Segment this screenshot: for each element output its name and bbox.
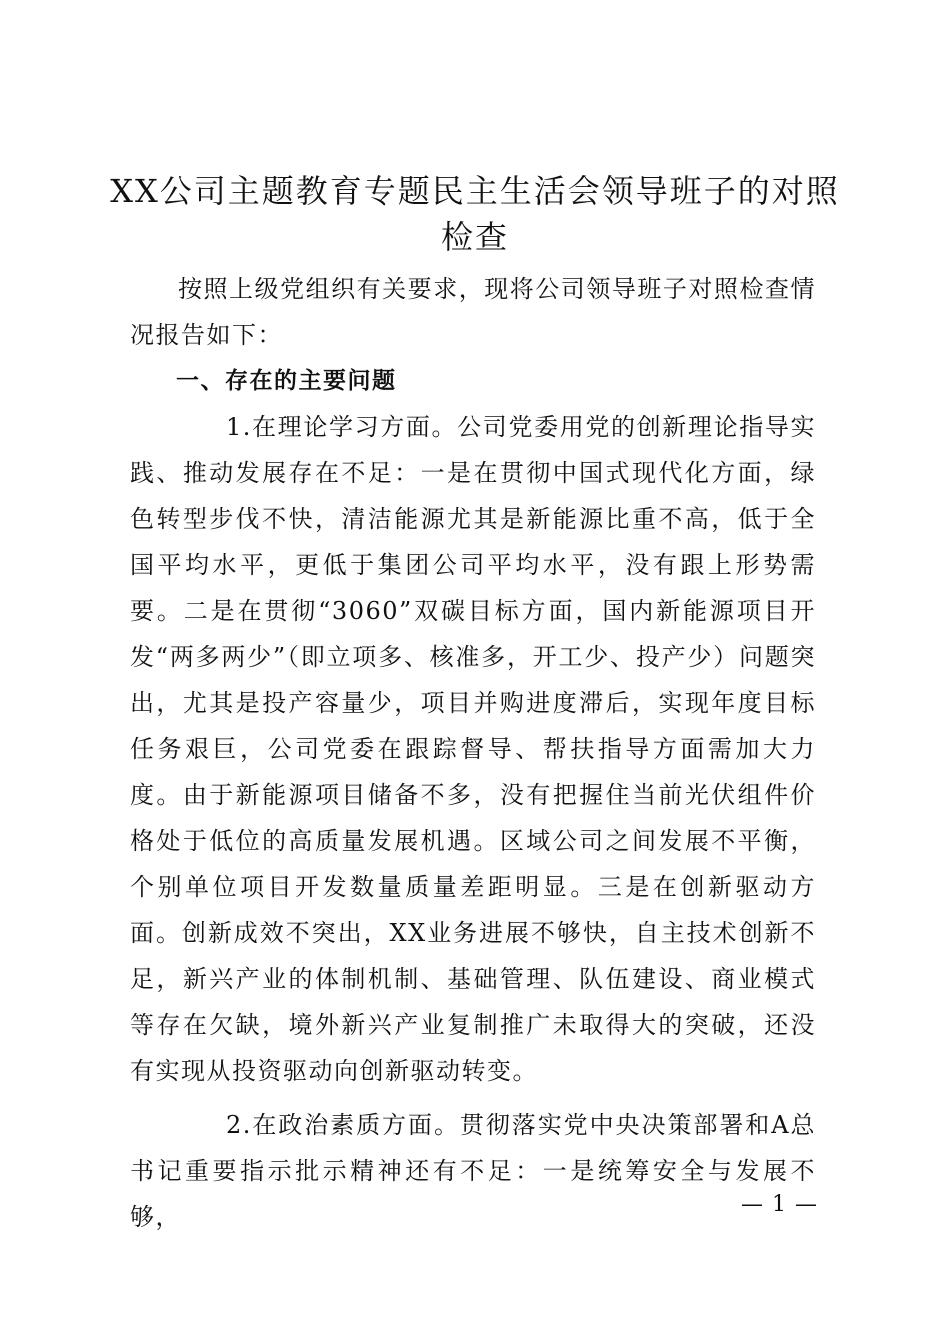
- page-number: — 1 —: [741, 1192, 818, 1217]
- body-paragraph-1: 1.在理论学习方面。公司党委用党的创新理论指导实践、推动发展存在不足：一是在贯彻中国式现代化方面，绿色转型步伐不快，清洁能源尤其是新能源比重不高，低于全国平均水平，更低于集团公司平均水平，没有跟上形势需要。二是在贯彻“3060”双碳目标方面，国内新能源项目开发“两多两少”（即立项多、核准多，开工少、投产少）问题突出，尤其是投产容量少，项目并购进度滞后，实现年度目标任务艰巨，公司党委在跟踪督导、帮扶指导方面需加大力度。由于新能源项目储备不多，没有把握住当前光伏组件价格处于低位的高质量发展机遇。区域公司之间发展不平衡，个别单位项目开发数量质量差距明显。三是在创新驱动方面。创新成效不突出，XX业务进展不够快，自主技术创新不足，新兴产业的体制机制、基础管理、队伍建设、商业模式等存在欠缺，境外新兴产业复制推广未取得大的突破，还没有实现从投资驱动向创新驱动转变。: [130, 413, 816, 1085]
- body-paragraph-2: 2.在政治素质方面。贯彻落实党中央决策部署和A总书记重要指示批示精神还有不足：一是统筹安全与发展不够，: [130, 1111, 816, 1231]
- document-title: XX公司主题教育专题民主生活会领导班子的对照检查: [110, 172, 840, 256]
- document-body: [130, 266, 816, 1240]
- section-heading: 一、存在的主要问题: [176, 368, 397, 394]
- intro-paragraph: 按照上级党组织有关要求，现将公司领导班子对照检查情况报告如下：: [130, 275, 816, 349]
